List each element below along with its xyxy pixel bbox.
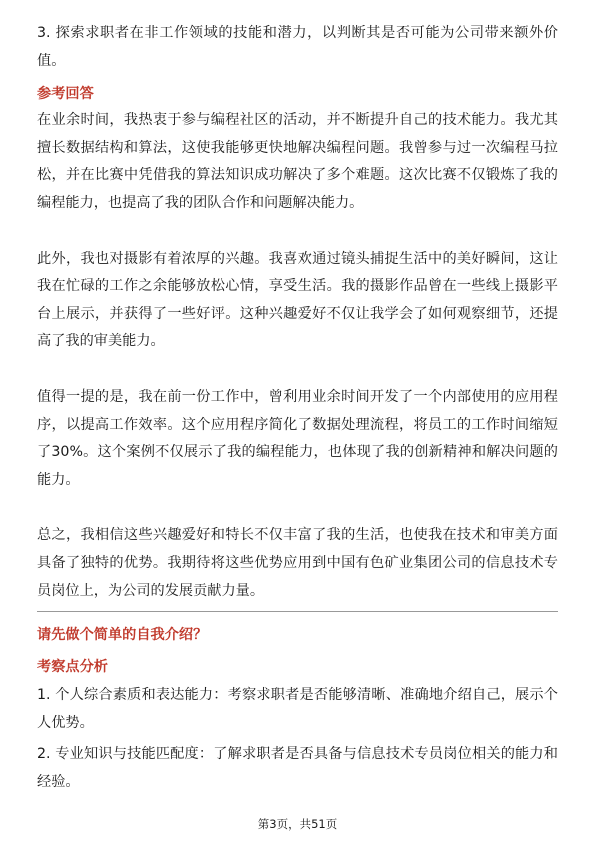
paragraph-gap (37, 356, 558, 384)
paragraph-gap (37, 218, 558, 246)
paragraph-gap (37, 494, 558, 522)
answer-paragraph-2: 此外，我也对摄影有着浓厚的兴趣。我喜欢通过镜头捕捉生活中的美好瞬间，这让我在忙碌的工作之余能够放松心情，享受生活。我的摄影作品曾在一些线上摄影平台上展示，并获得了一些好评。这种兴趣爱好不仅让我学会了如何观察细节，还提高了我的审美能力。 (37, 250, 558, 350)
answer-paragraph-1: 在业余时间，我热衷于参与编程社区的活动，并不断提升自己的技术能力。我尤其擅长数据结构和算法，这使我能够更快地解决编程问题。我曾参与过一次编程马拉松，并在比赛中凭借我的算法知识成功解决了多个难题。这次比赛不仅锻炼了我的编程能力，也提高了我的团队合作和问题解决能力。 (37, 112, 558, 211)
document-page (37, 20, 558, 796)
answer-paragraph-3: 值得一提的是，我在前一份工作中，曾利用业余时间开发了一个内部使用的应用程序，以提高工作效率。这个应用程序简化了数据处理流程，将员工的工作时间缩短了30%。这个案例不仅展示了我的编程能力，也体现了我的创新精神和解决问题的能力。 (37, 388, 558, 488)
page-footer: 第3页，共51页 (257, 817, 338, 831)
section-divider (37, 611, 558, 612)
question-heading: 请先做个简单的自我介绍？ (37, 627, 208, 644)
analysis-item-2: 2. 专业知识与技能匹配度：了解求职者是否具备与信息技术专员岗位相关的能力和经验。 (37, 746, 558, 790)
answer-heading: 参考回答 (37, 86, 94, 103)
analysis-heading: 考察点分析 (37, 659, 108, 676)
answer-paragraph-4: 总之，我相信这些兴趣爱好和特长不仅丰富了我的生活，也使我在技术和审美方面具备了独特的优势。我期待将这些优势应用到中国有色矿业集团公司的信息技术专员岗位上，为公司的发展贡献力量。 (37, 527, 558, 599)
intro-item-3: 3. 探索求职者在非工作领域的技能和潜力，以判断其是否可能为公司带来额外价值。 (37, 25, 558, 69)
analysis-item-1: 1. 个人综合素质和表达能力：考察求职者是否能够清晰、准确地介绍自己，展示个人优势。 (37, 687, 558, 731)
